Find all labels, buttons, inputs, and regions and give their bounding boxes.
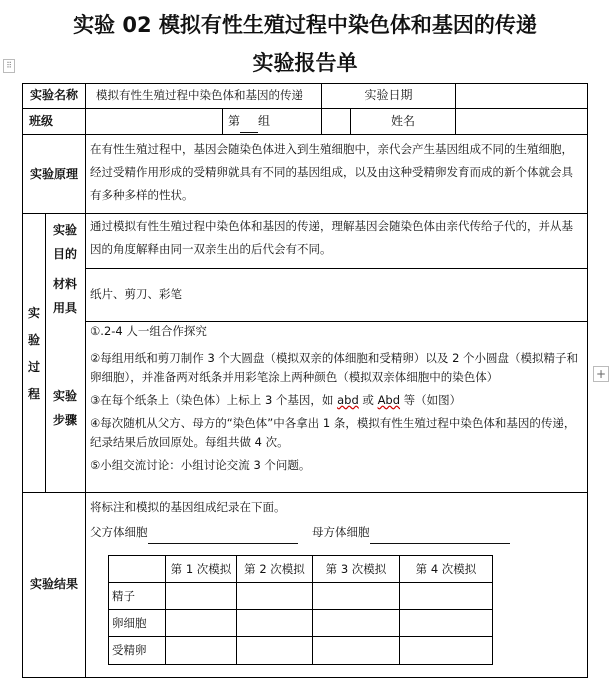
page-title: 实验 02 模拟有性生殖过程中染色体和基因的传递 bbox=[73, 13, 537, 37]
page-subtitle: 实验报告单 bbox=[252, 51, 358, 75]
steps-content[interactable] bbox=[90, 322, 584, 475]
process-label: 实 验 过 程 bbox=[27, 306, 40, 401]
materials-text[interactable]: 纸片、剪刀、彩笔 bbox=[90, 287, 182, 301]
sim-header-3: 第 3 次模拟 bbox=[325, 562, 387, 576]
father-cell-field[interactable]: 父方体细胞 bbox=[90, 521, 298, 544]
group-suffix: 组 bbox=[258, 114, 271, 128]
add-column-icon[interactable]: + bbox=[593, 366, 609, 382]
mother-cell-field[interactable]: 母方体细胞 bbox=[312, 521, 510, 544]
row-zygote-label: 受精卵 bbox=[112, 643, 147, 657]
materials-label: 材料 用具 bbox=[52, 277, 77, 315]
class-label: 班级 bbox=[28, 114, 53, 128]
principle-label: 实验原理 bbox=[29, 167, 78, 181]
purpose-label: 实验 目的 bbox=[52, 223, 77, 261]
step-4: ④每次随机从父方、母方的“染色体”中各拿出 1 条，模拟有性生殖过程中染色体和基因的传递，纪录结果后放回原处。每组共做 4 次。 bbox=[90, 416, 576, 449]
principle-text[interactable]: 在有性生殖过程中，基因会随染色体进入到生殖细胞中，亲代会产生基因组成不同的生殖细胞，经过受精作用形成的受精卵就具有不同的基因组成，以及由这种受精卵发育而成的新个体就会具有多种多样的性状。 bbox=[90, 142, 573, 202]
steps-label: 实验 步骤 bbox=[52, 389, 77, 427]
table-move-handle-icon[interactable]: ⠿ bbox=[3, 59, 15, 73]
results-label: 实验结果 bbox=[29, 577, 78, 591]
group-field[interactable] bbox=[228, 110, 270, 133]
experiment-name-value[interactable]: 模拟有性生殖过程中染色体和基因的传递 bbox=[96, 88, 303, 102]
step-2: ②每组用纸和剪刀制作 3 个大圆盘（模拟双亲的体细胞和受精卵）以及 2 个小圆盘（模拟精子和卵细胞），并准备两对纸条并用彩笔涂上两种颜色（模拟双亲体细胞中的染色体） bbox=[90, 351, 579, 384]
sim-header-2: 第 2 次模拟 bbox=[244, 562, 305, 576]
step-5: ⑤小组交流讨论：小组讨论交流 3 个问题。 bbox=[90, 458, 311, 472]
sim-header-1: 第 1 次模拟 bbox=[170, 562, 232, 576]
row-sperm-label: 精子 bbox=[112, 589, 135, 603]
step-1: ①.2-4 人一组合作探究 bbox=[90, 324, 207, 338]
experiment-name-label: 实验名称 bbox=[29, 88, 78, 102]
experiment-date-label: 实验日期 bbox=[364, 88, 413, 102]
row-egg-label: 卵细胞 bbox=[112, 616, 147, 630]
results-intro: 将标注和模拟的基因组成纪录在下面。 bbox=[90, 500, 286, 514]
purpose-text[interactable]: 通过模拟有性生殖过程中染色体和基因的传递，理解基因会随染色体由亲代传给子代的，并从基因的角度解释由同一双亲生出的后代会有不同。 bbox=[90, 219, 573, 256]
sim-header-4: 第 4 次模拟 bbox=[415, 562, 477, 576]
step-3: ③在每个纸条上（染色体）上标上 3 个基因，如 abd 或 Abd 等（如图） bbox=[90, 393, 462, 407]
name-label: 姓名 bbox=[390, 114, 415, 128]
group-prefix: 第 bbox=[228, 114, 241, 128]
